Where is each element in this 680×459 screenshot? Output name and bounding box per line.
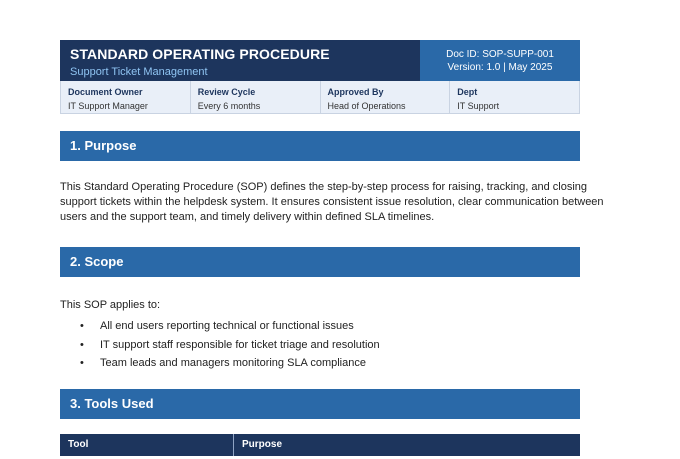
section-heading-tools: 3. Tools Used — [60, 389, 580, 419]
doc-version: Version: 1.0 | May 2025 — [447, 62, 553, 73]
meta-label: Approved By — [327, 87, 384, 97]
column-header-purpose: Purpose — [242, 439, 283, 450]
meta-label: Dept — [457, 87, 478, 97]
bullet-icon: • — [80, 320, 84, 332]
meta-document-owner — [61, 81, 190, 113]
bullet-icon: • — [80, 357, 84, 369]
header-doc-info — [420, 40, 580, 81]
doc-id: Doc ID: SOP-SUPP-001 — [446, 49, 554, 60]
list-item-text: All end users reporting technical or functional issues — [100, 320, 354, 332]
header-title-block — [60, 40, 420, 81]
meta-label: Document Owner — [68, 87, 143, 97]
bullet-icon: • — [80, 338, 84, 351]
meta-value: IT Support — [457, 101, 500, 111]
scope-intro: This SOP applies to: — [60, 299, 161, 311]
list-item — [78, 354, 380, 373]
meta-approved-by — [320, 81, 450, 113]
section-heading-purpose: 1. Purpose — [60, 131, 580, 161]
list-item — [78, 336, 380, 355]
meta-review-cycle — [190, 81, 320, 113]
meta-value: Every 6 months — [197, 101, 261, 111]
meta-value: IT Support Manager — [68, 101, 148, 111]
metadata-table — [60, 81, 580, 114]
scope-bullet-list — [78, 317, 380, 373]
column-header-tool: Tool — [60, 434, 234, 456]
list-item — [78, 317, 380, 336]
paragraph-line: support tickets within the helpdesk system. It ensures consistent issue resolution, clear communication between — [60, 196, 604, 208]
list-item-text: IT support staff responsible for ticket triage and resolution — [100, 338, 380, 351]
document-subtitle: Support Ticket Management — [70, 66, 208, 78]
meta-dept — [449, 81, 579, 113]
paragraph-line: users and the support team, and timely delivery within defined SLA timelines. — [60, 211, 435, 223]
document-header — [60, 40, 580, 81]
paragraph-line: This Standard Operating Procedure (SOP) defines the step-by-step process for raising, tracking, and closing — [60, 181, 588, 193]
meta-value: Head of Operations — [327, 101, 406, 111]
meta-label: Review Cycle — [197, 87, 256, 97]
purpose-paragraph — [60, 180, 625, 225]
section-heading-scope: 2. Scope — [60, 247, 580, 277]
document-title: STANDARD OPERATING PROCEDURE — [70, 46, 330, 62]
list-item-text: Team leads and managers monitoring SLA compliance — [100, 357, 366, 369]
tools-table-header — [60, 434, 580, 456]
